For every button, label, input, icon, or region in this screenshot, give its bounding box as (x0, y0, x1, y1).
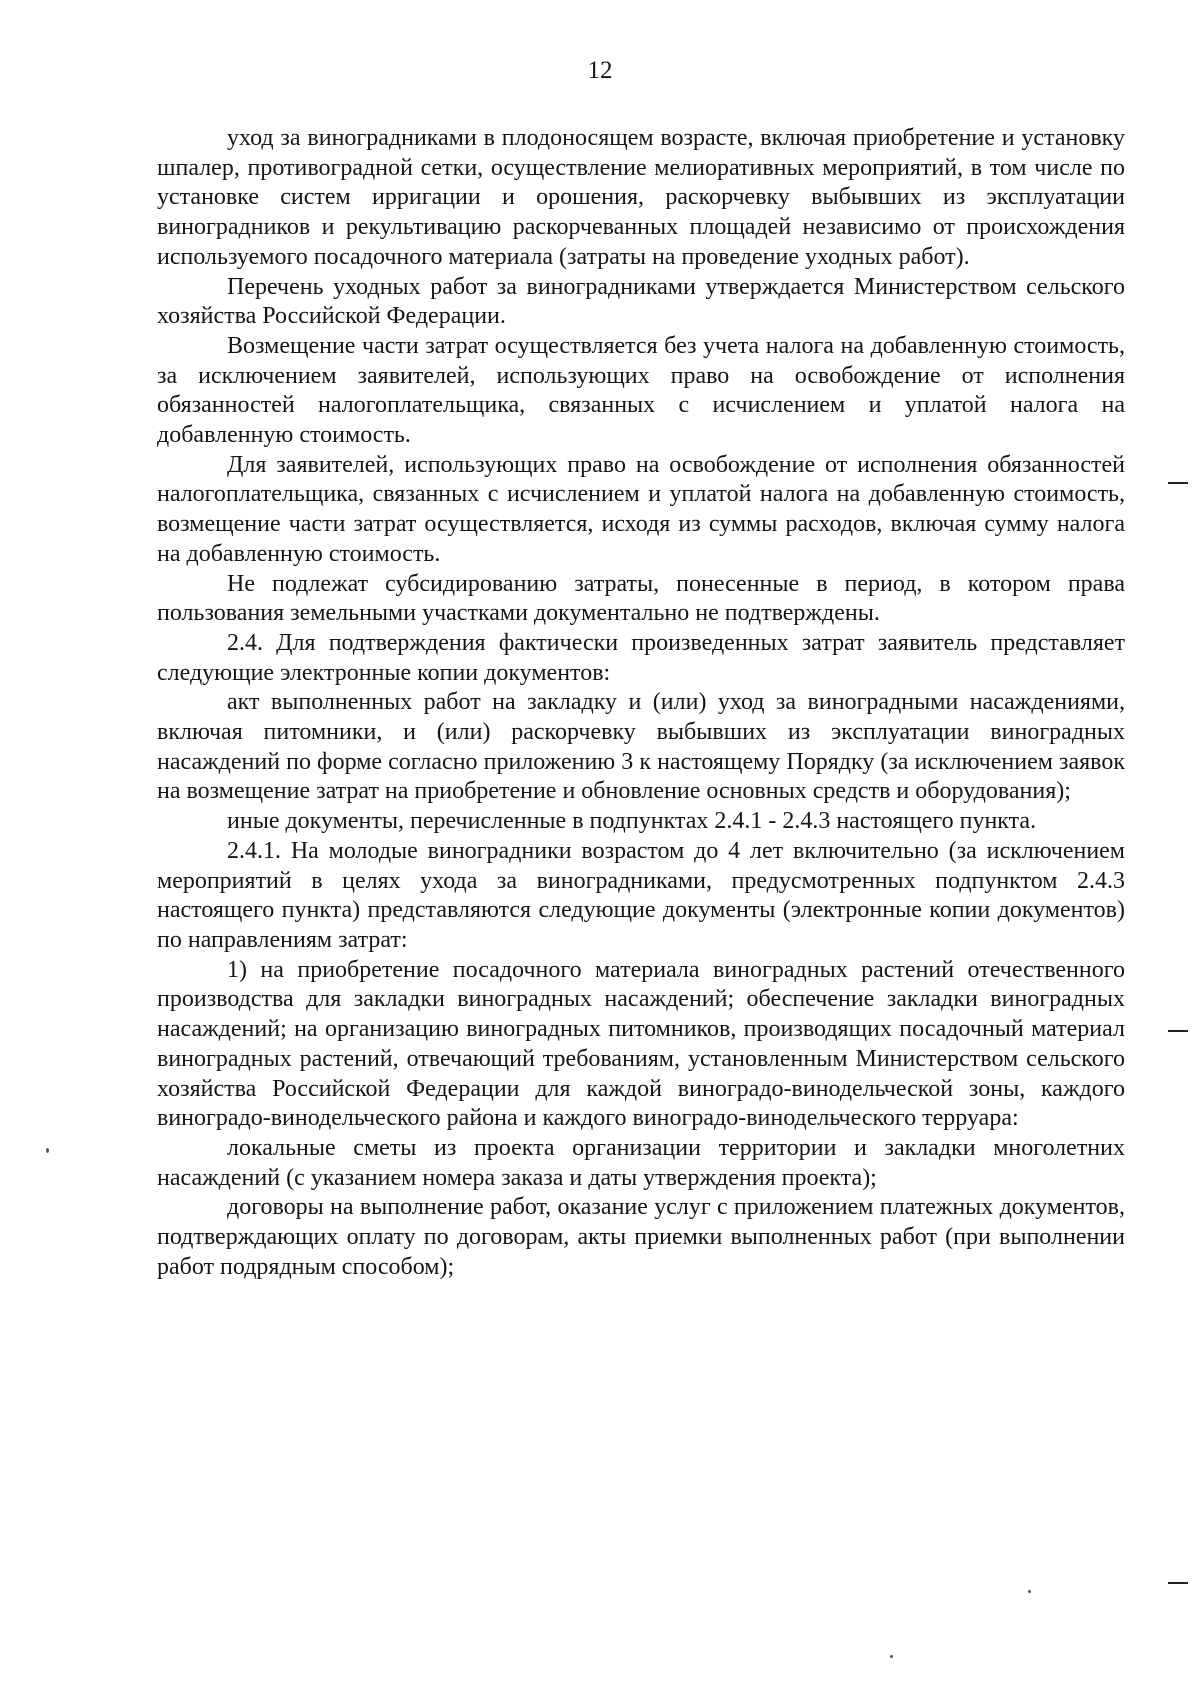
scan-speck (890, 1655, 893, 1658)
paragraph-7: акт выполненных работ на закладку и (или) уход за виноградными насаждениями, включая питомники, и (или) раскорчевку выбывших из эксплуатации виноградных насаждений по форме согласно приложению 3 к настоящему Порядку (за исключением заявок на возмещение затрат на приобретение и обновление основных средств и оборудования); (157, 689, 1125, 805)
margin-mark (1168, 1582, 1188, 1584)
document-body (157, 124, 1125, 1282)
paragraph-3: Возмещение части затрат осуществляется без учета налога на добавленную стоимость, за исключением заявителей, использующих право на освобождение от исполнения обязанностей налогоплательщика, связанных с исчислением и уплатой налога на добавленную стоимость. (157, 332, 1125, 449)
scan-speck (46, 1148, 49, 1153)
paragraph-1: уход за виноградниками в плодоносящем возрасте, включая приобретение и установку шпалер, противоградной сетки, осуществление мелиоративных мероприятий, в том числе по установке систем ирригации и орошения, раскорчевку выбывших из эксплуатации виноградников и рекультивацию раскорчеванных площадей независимо от происхождения используемого посадочного материала (затраты на проведение уходных работ). (157, 125, 1125, 270)
page-number: 12 (587, 57, 613, 84)
paragraph-5: Не подлежат субсидированию затраты, понесенные в период, в котором права пользования земельными участками документально не подтверждены. (157, 570, 1125, 627)
paragraph-9: 2.4.1. На молодые виноградники возрастом до 4 лет включительно (за исключением мероприятий в целях ухода за виноградниками, предусмотренных подпунктом 2.4.3 настоящего пункта) представляются следующие документы (электронные копии документов) по направлениям затрат: (157, 837, 1125, 953)
margin-mark (1168, 1030, 1188, 1032)
paragraph-12: договоры на выполнение работ, оказание услуг с приложением платежных документов, подтверждающих оплату по договорам, акты приемки выполненных работ (при выполнении работ подрядным способом); (157, 1194, 1125, 1280)
scan-speck (1028, 1590, 1031, 1593)
paragraph-6: 2.4. Для подтверждения фактически произведенных затрат заявитель представляет следующие электронные копии документов: (157, 629, 1125, 686)
paragraph-4: Для заявителей, использующих право на освобождение от исполнения обязанностей налогоплательщика, связанных с исчислением и уплатой налога на добавленную стоимость, возмещение части затрат осуществляется, исходя из суммы расходов, включая сумму налога на добавленную стоимость. (157, 451, 1125, 567)
paragraph-11: локальные сметы из проекта организации территории и закладки многолетних насаждений (с указанием номера заказа и даты утверждения проекта); (157, 1134, 1125, 1191)
margin-mark (1168, 482, 1188, 484)
paragraph-8: иные документы, перечисленные в подпунктах 2.4.1 - 2.4.3 настоящего пункта. (227, 808, 1037, 835)
paragraph-2: Перечень уходных работ за виноградниками утверждается Министерством сельского хозяйства Российской Федерации. (157, 273, 1125, 330)
paragraph-10: 1) на приобретение посадочного материала виноградных растений отечественного производства для закладки виноградных насаждений; обеспечение закладки виноградных насаждений; на организацию виноградных питомников, производящих посадочный материал виноградных растений, отвечающий требованиям, установленным Министерством сельского хозяйства Российской Федерации для каждой виноградо-винодельческой зоны, каждого виноградо-винодельческого района и каждого виноградо-винодельческого терруара: (157, 956, 1125, 1132)
